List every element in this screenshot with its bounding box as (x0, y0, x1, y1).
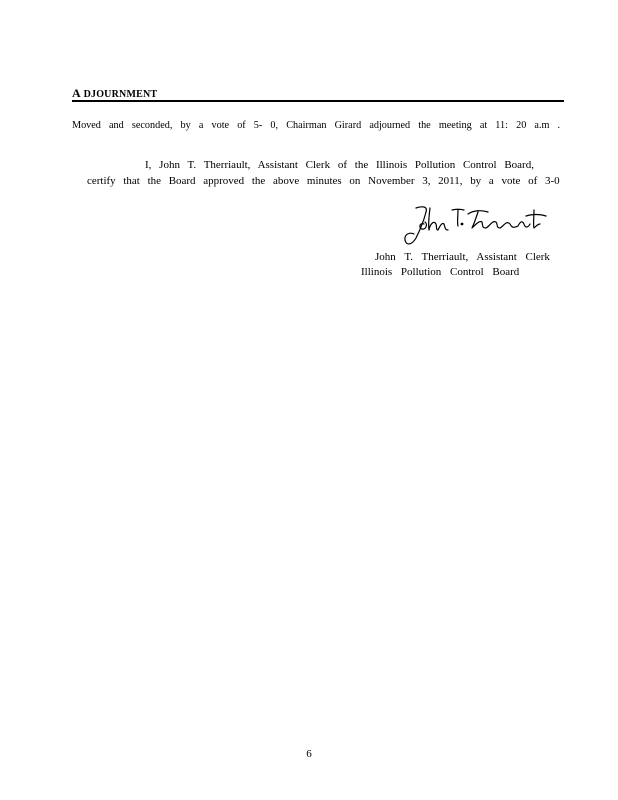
adjournment-paragraph: Moved and seconded, by a vote of 5- 0, Chairman Girard adjourned the meeting at 11: 20 a.m . (72, 119, 561, 131)
certification-line-1: I, John T. Therriault, Assistant Clerk of the Illinois Pollution Control Board, (145, 159, 534, 171)
section-heading-initial: A (72, 86, 81, 100)
signatory-organization: Illinois Pollution Control Board (361, 266, 520, 278)
section-divider (72, 100, 564, 102)
section-heading-rest: DJOURNMENT (80, 89, 158, 100)
handwritten-signature (402, 200, 548, 252)
certification-line-2: certify that the Board approved the above minutes on November 3, 2011, by a vote of 3-0 (87, 175, 560, 187)
page-number: 6 (306, 748, 312, 760)
signatory-name-title: John T. Therriault, Assistant Clerk (375, 251, 550, 263)
section-heading-adjournment (72, 86, 157, 101)
